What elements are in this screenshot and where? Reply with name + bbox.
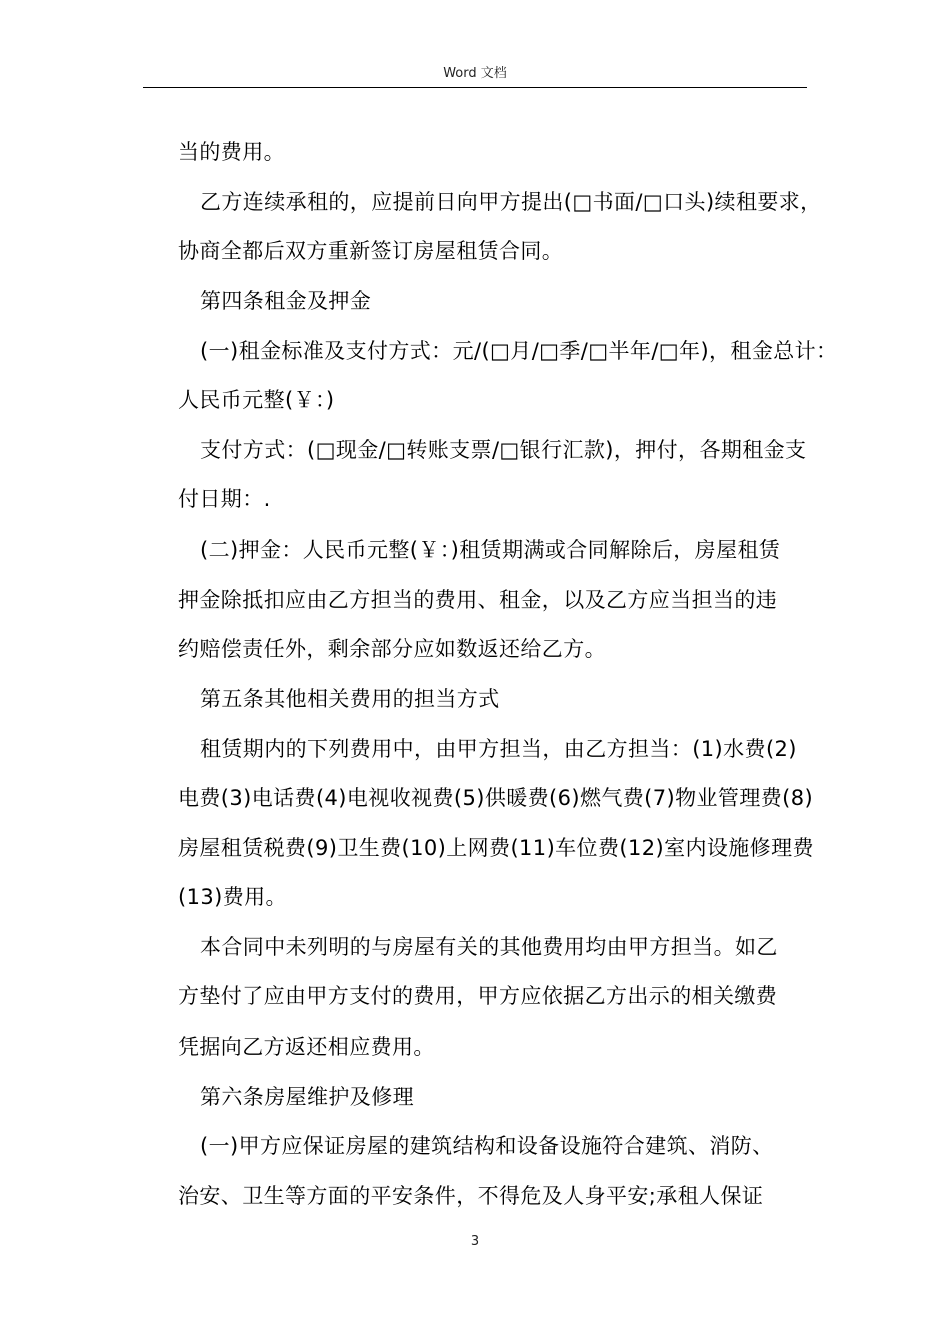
text-line: 第五条其他相关费用的担当方式: [200, 687, 500, 711]
text-line: 押金除抵扣应由乙方担当的费用、租金，以及乙方应当担当的违: [178, 588, 778, 612]
text-line: 付日期：.: [178, 487, 271, 511]
header-rule: [143, 87, 807, 88]
page-header: Word 文档: [443, 66, 507, 81]
text-line: 房屋租赁税费(9)卫生费(10)上网费(11)车位费(12)室内设施修理费: [178, 836, 814, 860]
text-line: 支付方式：(□现金/□转账支票/□银行汇款)，押付，各期租金支: [200, 438, 807, 462]
text-line: (一)甲方应保证房屋的建筑结构和设备设施符合建筑、消防、: [200, 1134, 774, 1158]
text-line: 方垫付了应由甲方支付的费用，甲方应依据乙方出示的相关缴费: [178, 984, 778, 1008]
page-number: 3: [470, 1234, 480, 1249]
text-line: (一)租金标准及支付方式：元/(□月/□季/□半年/□年)，租金总计：: [200, 339, 838, 363]
text-line: 约赔偿责任外，剩余部分应如数返还给乙方。: [178, 637, 606, 661]
text-line: (13)费用。: [178, 885, 287, 909]
text-line: 第四条租金及押金: [200, 289, 372, 313]
text-line: 租赁期内的下列费用中，由甲方担当，由乙方担当：(1)水费(2): [200, 737, 797, 761]
text-line: 人民币元整(￥：): [178, 388, 335, 412]
text-line: 当的费用。: [178, 140, 285, 164]
text-line: 本合同中未列明的与房屋有关的其他费用均由甲方担当。如乙: [200, 935, 778, 959]
text-line: 治安、卫生等方面的平安条件，不得危及人身平安;承租人保证: [178, 1184, 764, 1208]
text-line: 第六条房屋维护及修理: [200, 1085, 414, 1109]
text-line: (二)押金：人民币元整(￥：)租赁期满或合同解除后，房屋租赁: [200, 538, 781, 562]
text-line: 凭据向乙方返还相应费用。: [178, 1035, 435, 1059]
text-line: 乙方连续承租的，应提前日向甲方提出(□书面/□口头)续租要求，: [200, 190, 822, 214]
text-line: 电费(3)电话费(4)电视收视费(5)供暖费(6)燃气费(7)物业管理费(8): [178, 786, 814, 810]
text-line: 协商全都后双方重新签订房屋租赁合同。: [178, 239, 564, 263]
